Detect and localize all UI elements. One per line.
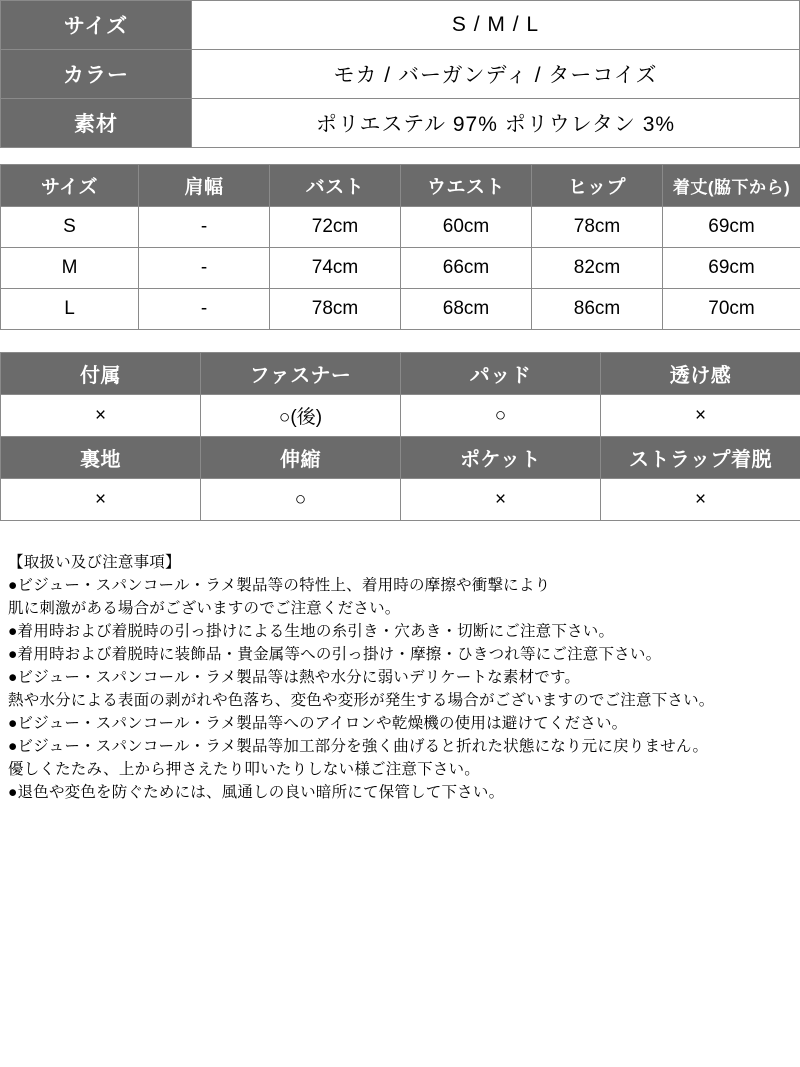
hip-cell: 86cm [532,289,663,330]
spacer [0,330,800,352]
table-row [1,289,800,330]
size-cell: M [1,248,139,289]
spec-label-color: カラー [1,50,192,99]
notes-line: ●退色や変色を防ぐためには、風通しの良い暗所にて保管して下さい。 [8,784,505,801]
spec-label-size: サイズ [1,1,192,50]
care-notes [0,551,800,804]
length-col-header: 着丈(脇下から) [663,165,800,207]
attr-value-stretch: ○ [201,479,401,521]
size-cell: L [1,289,139,330]
bust-col-header: バスト [270,165,401,207]
notes-line: ●着用時および着脱時に装飾品・貴金属等への引っ掛け・摩擦・ひきつれ等にご注意下さい。 [8,646,662,663]
length-cell: 69cm [663,207,800,248]
notes-line: 熱や水分による表面の剥がれや色落ち、変色や変形が発生する場合がございますのでご注意下さい。 [8,692,715,709]
spec-label-material: 素材 [1,99,192,148]
hip-cell: 78cm [532,207,663,248]
attr-header-accessory: 付属 [1,353,201,395]
notes-line: 肌に刺激がある場合がございますのでご注意ください。 [8,600,401,617]
spec-value-color: モカ / バーガンディ / ターコイズ [192,50,800,99]
spacer [0,521,800,551]
size-cell: S [1,207,139,248]
basic-spec-table [0,0,800,148]
attr-header-pocket: ポケット [401,437,601,479]
attr-value-pad: ○ [401,395,601,437]
bust-cell: 74cm [270,248,401,289]
attribute-table [0,352,800,521]
shoulder-cell: - [139,248,270,289]
size-col-header: サイズ [1,165,139,207]
notes-line: ●ビジュー・スパンコール・ラメ製品等加工部分を強く曲げると折れた状態になり元に戻りません。 [8,738,709,755]
attr-header-pad: パッド [401,353,601,395]
notes-line: ●ビジュー・スパンコール・ラメ製品等は熱や水分に弱いデリケートな素材です。 [8,669,581,686]
attr-header-strap-detach: ストラップ着脱 [601,437,800,479]
bust-cell: 78cm [270,289,401,330]
waist-col-header: ウエスト [401,165,532,207]
spec-value-size: S / M / L [192,1,800,50]
attr-value-pocket: × [401,479,601,521]
length-cell: 69cm [663,248,800,289]
table-header-row [1,437,800,479]
measurement-table [0,164,800,330]
notes-line: ●ビジュー・スパンコール・ラメ製品等へのアイロンや乾燥機の使用は避けてください。 [8,715,628,732]
waist-cell: 60cm [401,207,532,248]
table-row [1,207,800,248]
table-row [1,395,800,437]
spec-value-material: ポリエステル 97% ポリウレタン 3% [192,99,800,148]
spacer [0,148,800,164]
shoulder-cell: - [139,289,270,330]
attr-value-strap-detach: × [601,479,800,521]
notes-title: 【取扱い及び注意事項】 [8,554,181,571]
attr-value-accessory: × [1,395,201,437]
table-header-row [1,353,800,395]
hip-col-header: ヒップ [532,165,663,207]
attr-value-lining: × [1,479,201,521]
hip-cell: 82cm [532,248,663,289]
table-row [1,1,800,50]
shoulder-cell: - [139,207,270,248]
notes-line: 優しくたたみ、上から押さえたり叩いたりしない様ご注意下さい。 [8,761,480,778]
attr-header-zipper: ファスナー [201,353,401,395]
attr-header-stretch: 伸縮 [201,437,401,479]
notes-line: ●ビジュー・スパンコール・ラメ製品等の特性上、着用時の摩擦や衝撃により [8,577,551,594]
shoulder-col-header: 肩幅 [139,165,270,207]
table-row [1,479,800,521]
notes-line: ●着用時および着脱時の引っ掛けによる生地の糸引き・穴あき・切断にご注意下さい。 [8,623,615,640]
attr-header-lining: 裏地 [1,437,201,479]
length-cell: 70cm [663,289,800,330]
bust-cell: 72cm [270,207,401,248]
waist-cell: 66cm [401,248,532,289]
table-header-row [1,165,800,207]
table-row [1,50,800,99]
attr-header-sheerness: 透け感 [601,353,800,395]
attr-value-sheerness: × [601,395,800,437]
table-row [1,99,800,148]
waist-cell: 68cm [401,289,532,330]
table-row [1,248,800,289]
attr-value-zipper: ○(後) [201,395,401,437]
